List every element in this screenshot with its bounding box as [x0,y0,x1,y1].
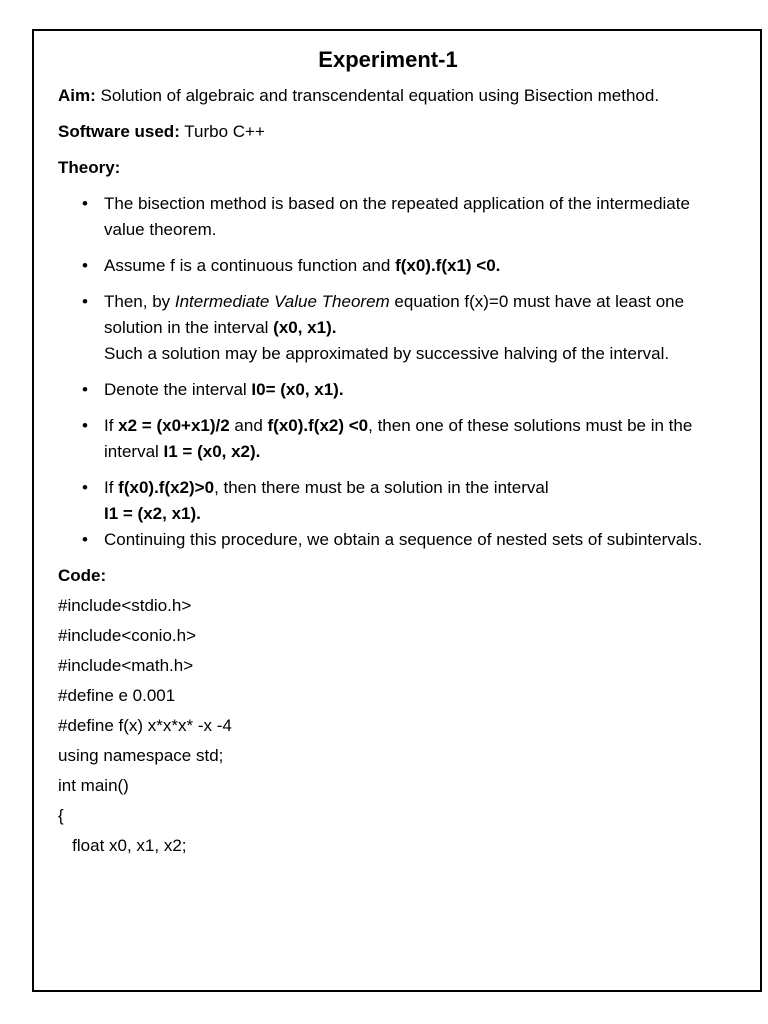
theory-bullet-4-text: Denote the interval [104,380,252,399]
theory-bullet-5-bold-1: x2 = (x0+x1)/2 [118,416,230,435]
code-line: #include<math.h> [58,656,194,675]
theory-bullet-1 [104,191,718,243]
theory-bullet-2-text: Assume f is a continuous function and [104,256,396,275]
aim-label: Aim: [58,86,96,105]
theory-bullet-6-bold-2: I1 = (x2, x1). [104,504,201,523]
theory-bullet-3-text-1: Then, by [104,292,175,311]
software-paragraph [58,119,718,145]
theory-bullet-7 [104,527,718,553]
theory-bullet-2-bold: f(x0).f(x1) <0. [395,256,501,275]
theory-bullet-6-bold-1: f(x0).f(x2)>0 [118,478,215,497]
theory-bullet-5-text-2: and [229,416,268,435]
code-block [58,591,718,861]
aim-text: Solution of algebraic and transcendental equation using Bisection method. [95,86,660,105]
theory-bullet-5-text-3: , then one of these solutions must be in the interval [104,416,693,461]
page-frame [32,29,762,992]
code-line: { [58,806,64,825]
code-line: float x0, x1, x2; [58,836,187,855]
software-label: Software used: [58,122,180,141]
theory-bullet-3-italic: Intermediate Value Theorem [174,292,390,311]
theory-bullet-1-text: The bisection method is based on the repeated application of the intermediate value theorem. [104,194,690,239]
theory-bullet-4-bold: I0= (x0, x1). [251,380,344,399]
theory-bullet-6 [104,475,718,527]
document-body [58,45,718,861]
theory-bullet-6-text-2: , then there must be a solution in the interval [214,478,549,497]
code-line: #include<stdio.h> [58,596,192,615]
theory-bullet-7-text: Continuing this procedure, we obtain a sequence of nested sets of subintervals. [104,530,703,549]
theory-bullet-3-text-3: Such a solution may be approximated by successive halving of the interval. [104,344,670,363]
theory-bullet-5 [104,413,718,465]
aim-paragraph [58,83,718,109]
theory-list [58,191,718,553]
theory-bullet-5-text-1: If [104,416,119,435]
code-line: using namespace std; [58,746,224,765]
document-title: Experiment-1 [318,47,458,72]
software-text: Turbo C++ [179,122,265,141]
theory-bullet-2 [104,253,718,279]
code-heading: Code: [58,566,107,585]
theory-bullet-3-text-2: equation f(x)=0 must have at least one solution in the interval [104,292,685,337]
code-line: #define e 0.001 [58,686,176,705]
code-line: int main() [58,776,129,795]
theory-bullet-6-text-1: If [104,478,119,497]
theory-bullet-4 [104,377,718,403]
code-line: #include<conio.h> [58,626,197,645]
theory-bullet-5-bold-2: f(x0).f(x2) <0 [267,416,369,435]
theory-heading: Theory: [58,158,121,177]
theory-bullet-5-bold-3: I1 = (x0, x2). [163,442,261,461]
code-line: #define f(x) x*x*x* -x -4 [58,716,232,735]
theory-bullet-3 [104,289,718,367]
theory-bullet-3-bold: (x0, x1). [273,318,337,337]
